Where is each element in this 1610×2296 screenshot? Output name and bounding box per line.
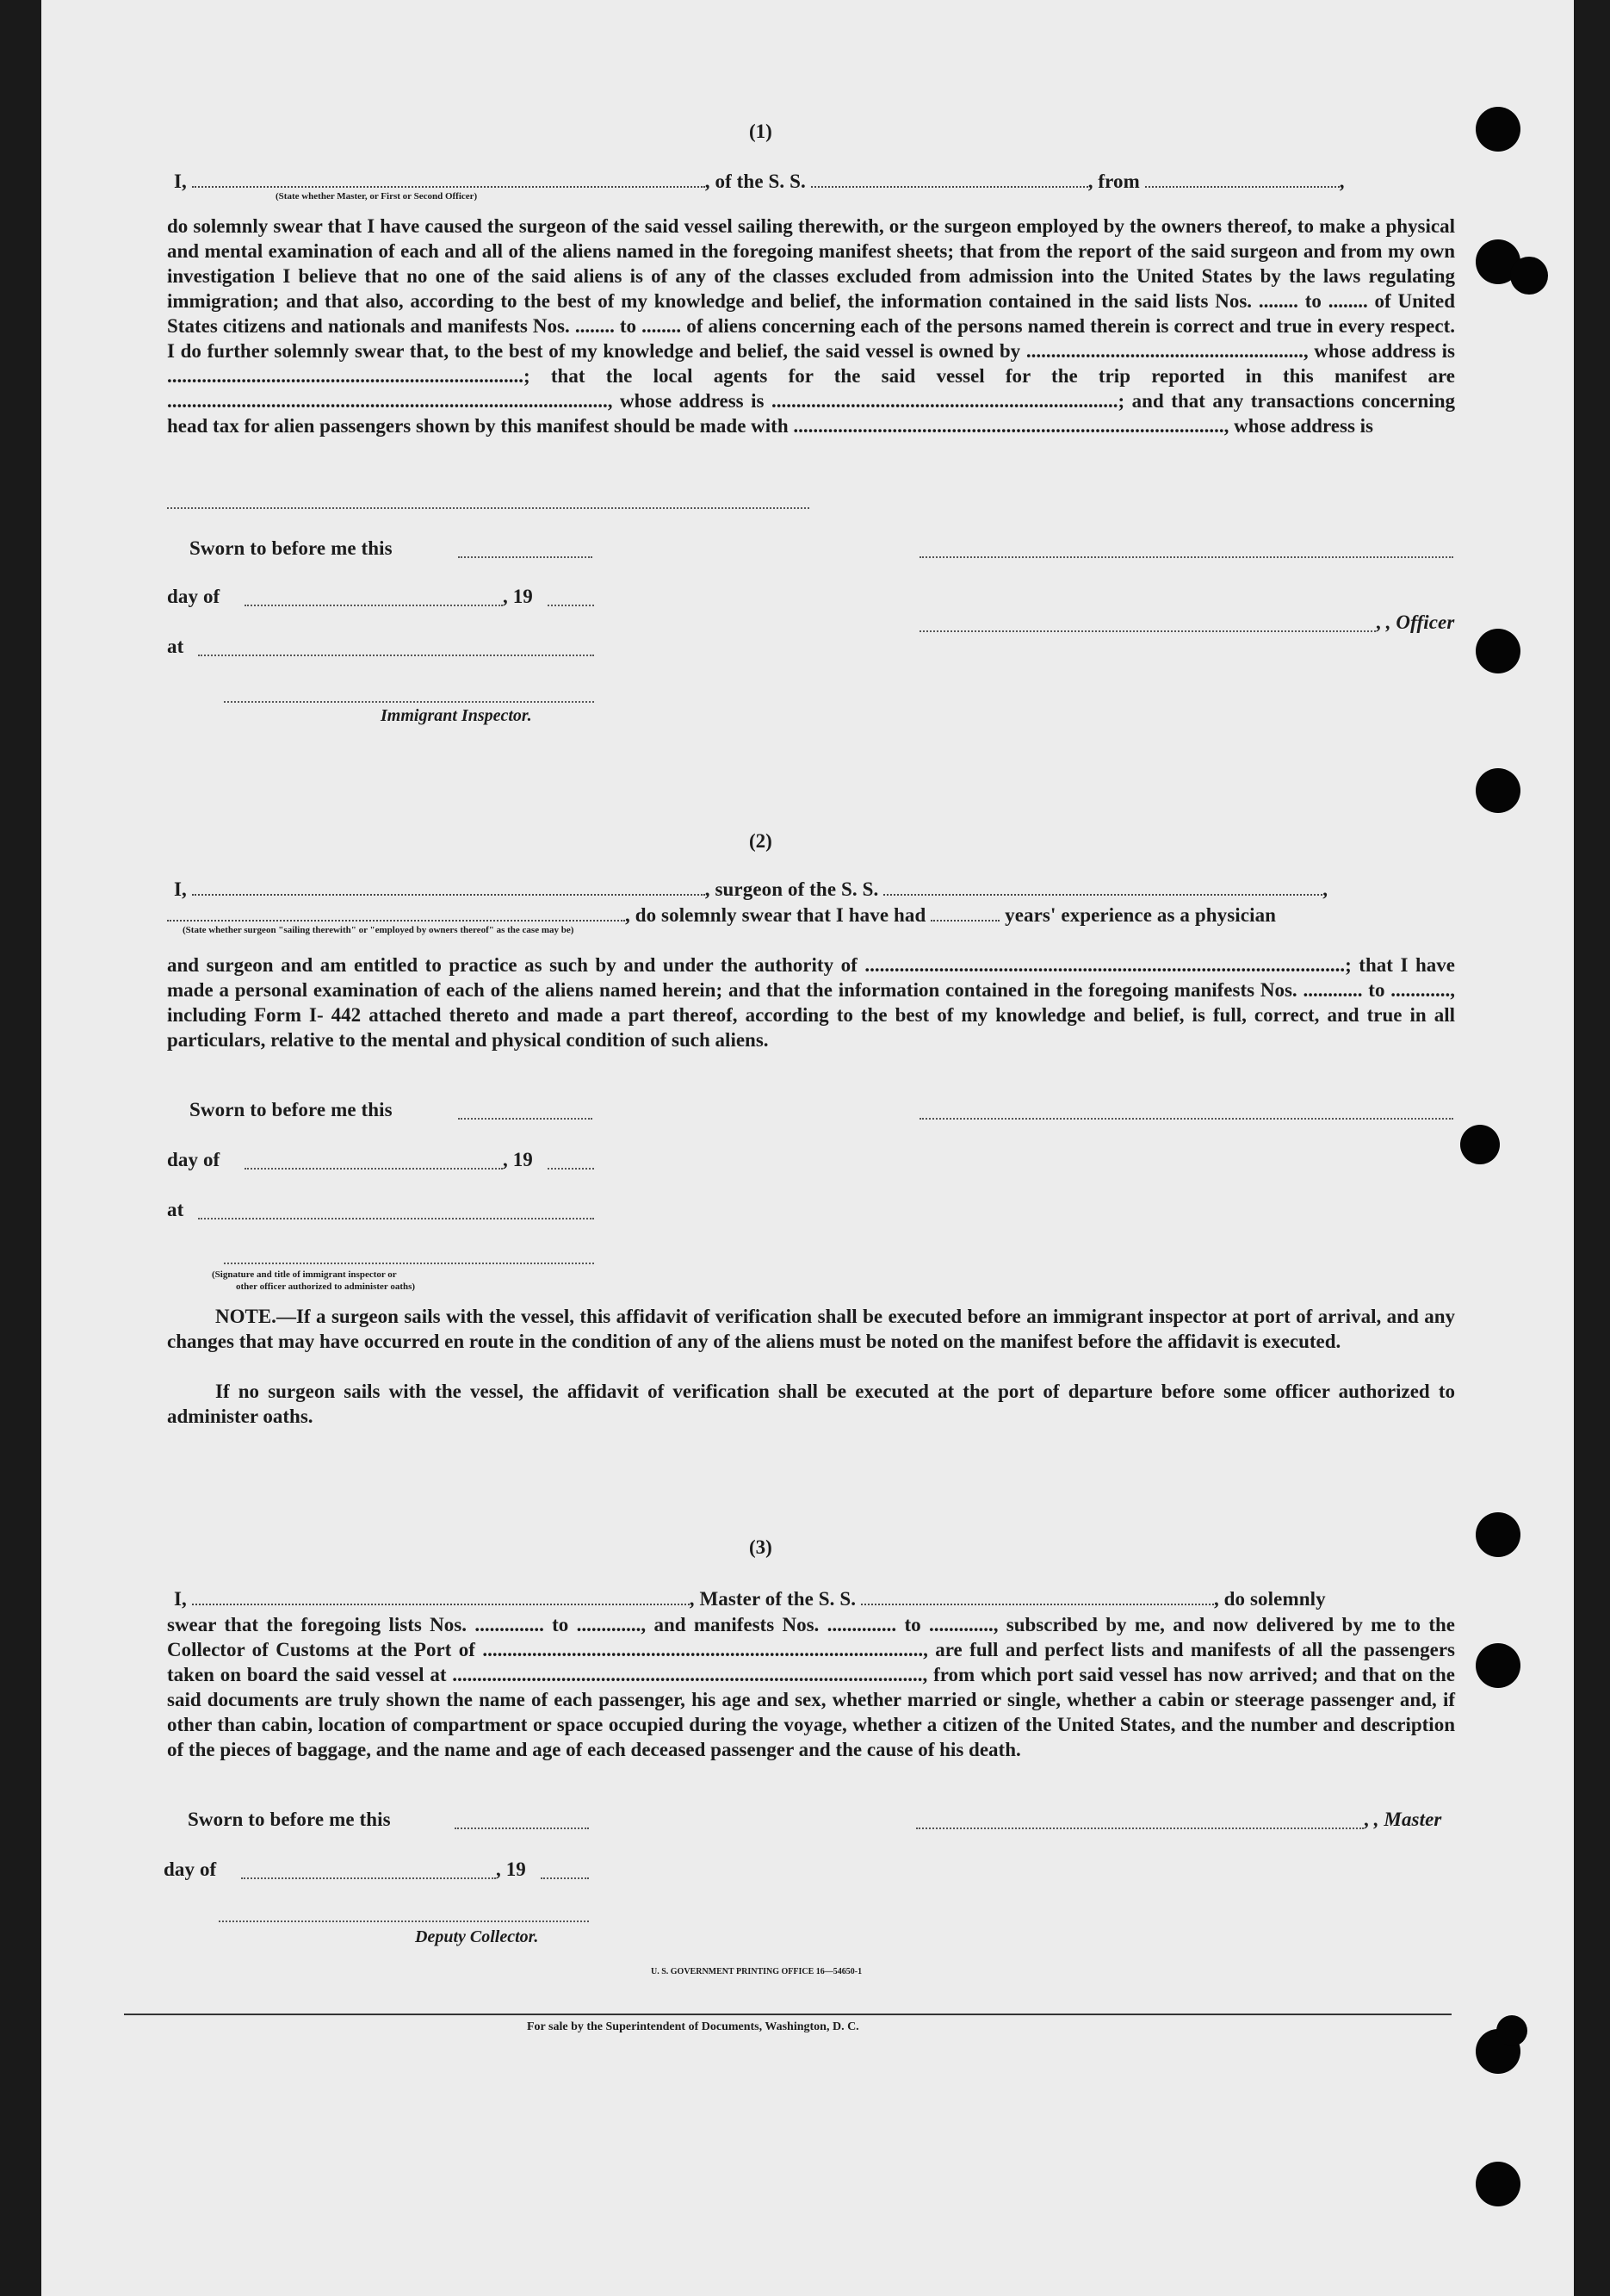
punch-hole [1476, 107, 1520, 152]
section2-note-label: NOTE. [215, 1306, 276, 1327]
section2-swear: , do solemnly swear that I have had [625, 904, 926, 926]
section2-day-of: day of [167, 1149, 220, 1170]
section2-note2: If no surgeon sails with the vessel, the affidavit of verification shall be executed at the port of departure before some officer authorized to administer oaths. [167, 1381, 1455, 1427]
section2-years-label: years' experience as a physician [1005, 904, 1277, 926]
section3-master-label: , , Master [1364, 1809, 1442, 1830]
section1-inspector-line[interactable] [224, 701, 594, 703]
punch-hole [1510, 257, 1548, 295]
section2-year: , 19 [503, 1149, 533, 1170]
section3-body: swear that the foregoing lists Nos. .............. to ............., and manifests Nos. .............. to ............., subscribed by me, and now delivered by me to the Collector of Customs at the Port of ........................................................................................., are full and perfect lists and manifests of all the passengers taken on board the said vessel at ..............................................................................................., from which port said vessel has now arrived; and that on the said documents are truly shown the name of each passenger, his age and sex, whether married or single, whether a cabin or steerage passenger and, if other than cabin, location of compartment or space occupied during the voyage, whether a citizen of the United States, and the number and description of the pieces of baggage, and the name and age of each deceased passenger and the cause of his death. [167, 1614, 1455, 1760]
section3-master-ss: , Master of the S. S. [689, 1588, 857, 1610]
section2-status-field[interactable] [167, 904, 625, 922]
section3-vessel-field[interactable] [861, 1588, 1214, 1605]
section2-surgeon-field[interactable] [192, 878, 705, 896]
section2-body: and surgeon and am entitled to practice as such by and under the authority of .................................................................................................; that I have made a personal examination of each of the aliens named herein; and that the information contained in the foregoing manifests Nos. ............ to ............, including Form I- 442 attached thereto and made a part thereof, according to the best of my knowledge and belief, is full, correct, and true in all particulars, relative to the mental and physical condition of such aliens. [167, 954, 1455, 1051]
section2-day-field[interactable] [245, 1168, 503, 1170]
section3-sworn: Sworn to before me this [188, 1809, 391, 1830]
section1-sworn: Sworn to before me this [189, 537, 393, 559]
section1-of-ss: , of the S. S. [704, 171, 806, 192]
section3-master-field[interactable] [192, 1588, 690, 1605]
punch-hole [1496, 2015, 1527, 2046]
punch-hole [1476, 768, 1520, 813]
section2-i: I, [174, 878, 187, 900]
section2-at: at [167, 1199, 184, 1220]
section1-officer-line[interactable] [920, 630, 1376, 632]
section1-inspector-label: Immigrant Inspector. [381, 706, 532, 725]
section2-number: (2) [749, 830, 772, 852]
section2-at-field[interactable] [198, 1218, 594, 1219]
section2-sig-note2: other officer authorized to administer oaths) [236, 1281, 416, 1292]
section1-body: do solemnly swear that I have caused the surgeon of the said vessel sailing therewith, or the surgeon employed by the owners thereof, to make a physical and mental examination of each and all of the aliens named in the foregoing manifest sheets; that from the report of the said surgeon and from my own investigation I believe that no one of the said aliens is of any of the classes excluded from admission into the United States by the laws regulating immigration; and that also, according to the best of my knowledge and belief, the information contained in the said lists Nos. ........ to ........ of United States citizens and nationals and manifests Nos. ........ to ........ of aliens concerning each of the persons named therein is correct and true in every respect. I do further solemnly swear that, to the best of my knowledge and belief, the said vessel is owned by ........................................................, whose address is ........................................................................; that the local agents for the said vessel for the trip reported in this manifest are ........................................................................................., whose address is ......................................................................; and that any transactions concerning head tax for alien passengers shown by this manifest should be made with ......................................................................................., whose address is [167, 215, 1455, 437]
section3-year: , 19 [496, 1859, 526, 1880]
section2-sworn: Sworn to before me this [189, 1099, 393, 1120]
section1-end-comma: , [1339, 171, 1345, 192]
section2-surgeon-signature[interactable] [920, 1118, 1453, 1120]
sale-note: For sale by the Superintendent of Documents, Washington, D. C. [527, 2020, 859, 2033]
section3-master-signature[interactable] [916, 1827, 1364, 1829]
section1-officer-field[interactable] [192, 171, 705, 188]
section3-sworn-field[interactable] [455, 1827, 589, 1829]
section2-vessel-field[interactable] [883, 878, 1322, 896]
section2-note [167, 1304, 1455, 1354]
section1-number: (1) [749, 121, 772, 142]
section3-i: I, [174, 1588, 187, 1610]
section3-solemnly: , do solemnly [1213, 1588, 1326, 1610]
section3-deputy-line[interactable] [219, 1921, 589, 1922]
section1-i: I, [174, 171, 187, 192]
punch-hole [1476, 629, 1520, 673]
section3-year-field[interactable] [541, 1877, 589, 1879]
section3-number: (3) [749, 1536, 772, 1558]
section2-signature-line[interactable] [224, 1263, 594, 1264]
section1-officer-label: , , Officer [1376, 611, 1455, 633]
section3-line1 [174, 1588, 1326, 1610]
section2-years-field[interactable] [931, 904, 1000, 922]
section1-from: , from [1087, 171, 1140, 192]
section1-from-field[interactable] [1145, 171, 1340, 188]
section2-year-field[interactable] [548, 1168, 594, 1170]
footer-rule [124, 2014, 1452, 2015]
section2-note-text: —If a surgeon sails with the vessel, this affidavit of verification shall be executed before an immigrant inspector at port of arrival, and any changes that may have occurred en route in the condition of any of the aliens must be noted on the manifest before the affidavit is executed. [167, 1306, 1455, 1352]
section2-surgeon-note: (State whether surgeon "sailing therewith" or "employed by owners thereof" as the case may be) [183, 925, 574, 935]
section1-address-line[interactable] [167, 507, 809, 509]
section3-deputy-label: Deputy Collector. [415, 1927, 539, 1946]
punch-hole [1476, 1643, 1520, 1688]
gpo-imprint: U. S. GOVERNMENT PRINTING OFFICE 16—54650-1 [651, 1967, 863, 1976]
section2-line2 [167, 904, 1276, 927]
section1-day-of: day of [167, 586, 220, 607]
section1-vessel-field[interactable] [811, 171, 1088, 188]
section1-day-field[interactable] [245, 605, 503, 606]
punch-hole [1476, 2162, 1520, 2206]
section1-year: , 19 [503, 586, 533, 607]
section1-sworn-field[interactable] [458, 556, 592, 558]
section2-surgeon-ss: , surgeon of the S. S. [704, 878, 879, 900]
section1-officer-note: (State whether Master, or First or Second Officer) [276, 191, 478, 202]
section1-at: at [167, 636, 184, 657]
section3-day-field[interactable] [241, 1877, 496, 1879]
section3-day-of: day of [164, 1859, 217, 1880]
section1-at-field[interactable] [198, 655, 594, 656]
section2-sworn-field[interactable] [458, 1118, 592, 1120]
section1-officer-signature[interactable] [920, 556, 1453, 558]
section2-line1: I, , surgeon of the S. S. , [174, 878, 1328, 900]
section1-year-field[interactable] [548, 605, 594, 606]
punch-hole [1476, 1512, 1520, 1557]
form-page [41, 0, 1574, 2296]
punch-hole [1460, 1125, 1500, 1164]
section1-line1 [174, 171, 1345, 193]
section2-sig-note1: (Signature and title of immigrant inspector or [212, 1269, 397, 1280]
